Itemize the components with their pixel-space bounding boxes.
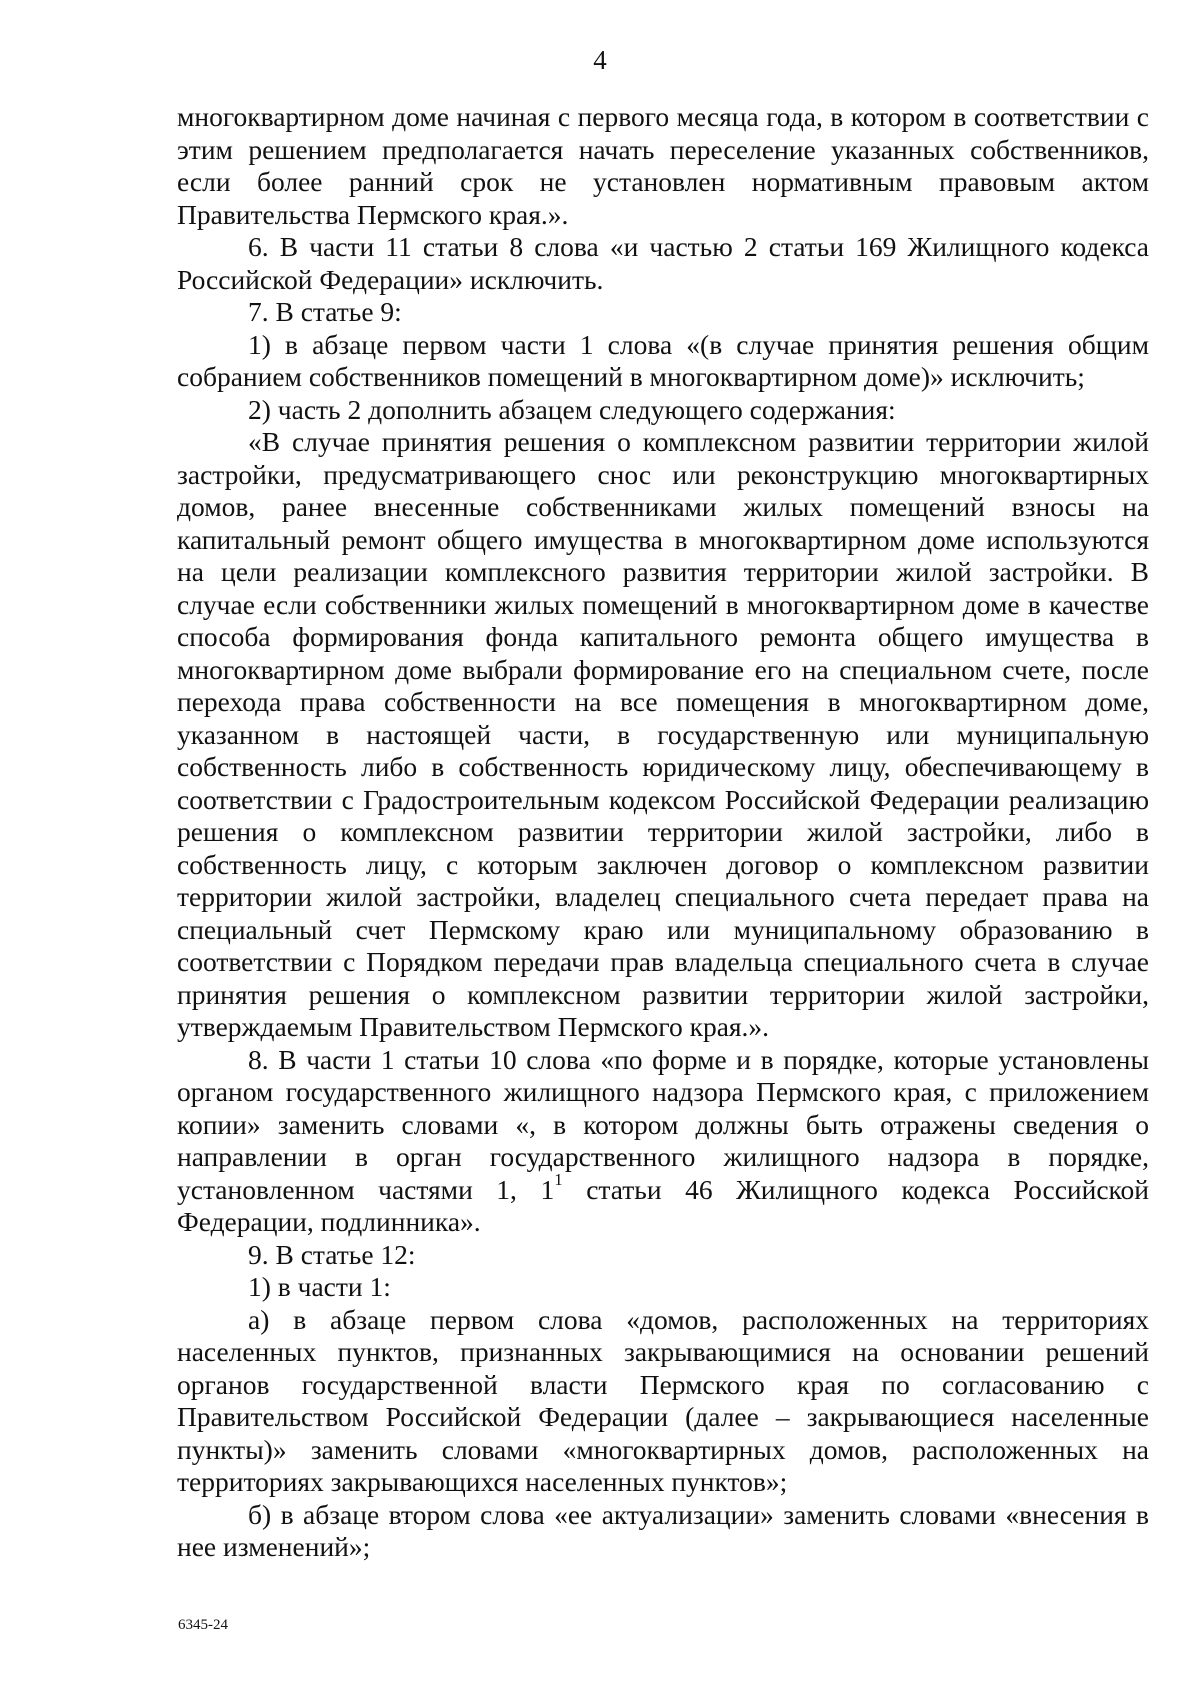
paragraph-item-9-1-a: а) в абзаце первом слова «домов, расположенных на территориях населенных пунктов, признанных закрывающимися на основании решений органов государственной власти Пермского края по согласованию с Правительством Российской Федерации (далее – закрывающиеся населенные пункты)» заменить словами «многоквартирных домов, расположенных на территориях закрывающихся населенных пунктов»;	[177, 1303, 1149, 1497]
document-body	[177, 101, 1149, 1564]
paragraph-item-8-text-after: статьи 46 Жилищного кодекса Российской Федерации, подлинника».	[177, 1173, 1149, 1237]
paragraph-item-8-text-before: 8. В части 1 статьи 10 слова «по форме и в порядке, которые установлены органом государственного жилищного надзора Пермского края, с приложением копии» заменить словами «, в котором должны быть отражены сведения о направлении в орган государственного жилищного надзора в порядке, установленном частями 1, 1	[177, 1043, 1149, 1205]
paragraph-item-6: 6. В части 11 статьи 8 слова «и частью 2 статьи 169 Жилищного кодекса Российской Федерации» исключить.	[177, 231, 1149, 295]
paragraph-item-8	[177, 1044, 1149, 1239]
page-number: 4	[593, 45, 607, 75]
paragraph-item-7-1: 1) в абзаце первом части 1 слова «(в случае принятия решения общим собранием собственников помещений в многоквартирном доме)» исключить;	[177, 328, 1149, 392]
superscript-part-number: 1	[554, 1170, 563, 1190]
paragraph-item-7: 7. В статье 9:	[248, 296, 402, 327]
paragraph-item-7-2: 2) часть 2 дополнить абзацем следующего содержания:	[248, 393, 896, 425]
document-code: 6345-24	[178, 1617, 228, 1633]
paragraph-item-7-2-quote: «В случае принятия решения о комплексном развитии территории жилой застройки, предусматривающего снос или реконструкцию многоквартирных домов, ранее внесенные собственниками жилых помещений взносы на капитальный ремонт общего имущества в многоквартирном доме используются на цели реализации комплексного развития территории жилой застройки. В случае если собственники жилых помещений в многоквартирном доме в качестве способа формирования фонда капитального ремонта общего имущества в многоквартирном доме выбрали формирование его на специальном счете, после перехода права собственности на все помещения в многоквартирном доме, указанном в настоящей части, в государственную или муниципальную собственность либо в собственность юридическому лицу, обеспечивающему в соответствии с Градостроительным кодексом Российской Федерации реализацию решения о комплексном развитии территории жилой застройки, либо в собственность лицу, с которым заключен договор о комплексном развитии территории жилой застройки, владелец специального счета передает права на специальный счет Пермскому краю или муниципальному образованию в соответствии с Порядком передачи прав владельца специального счета в случае принятия решения о комплексном развитии территории жилой застройки, утверждаемым Правительством Пермского края.».	[177, 426, 1149, 1042]
paragraph-item-9-1: 1) в части 1:	[248, 1271, 391, 1302]
paragraph-item-9-1-b: б) в абзаце втором слова «ее актуализации» заменить словами «внесения в нее изменений»;	[177, 1498, 1149, 1562]
paragraph-continuation: многоквартирном доме начиная с первого месяца года, в котором в соответствии с этим решением предполагается начать переселение указанных собственников, если более ранний срок не установлен нормативным правовым актом Правительства Пермского края.».	[177, 101, 1149, 230]
paragraph-item-9: 9. В статье 12:	[248, 1238, 416, 1270]
